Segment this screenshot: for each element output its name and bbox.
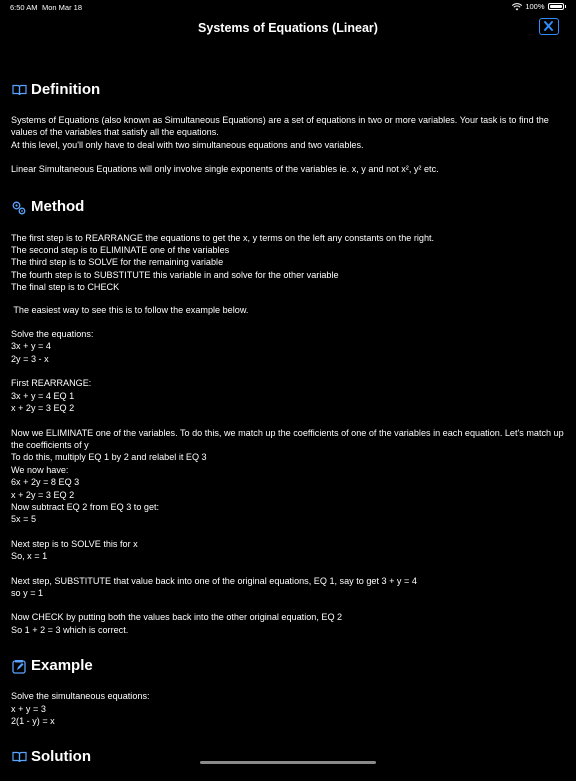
battery-percent: 100% xyxy=(525,2,545,11)
content-scroll[interactable] xyxy=(11,78,567,781)
method-eliminate xyxy=(11,427,567,526)
method-step: The final step is to CHECK xyxy=(11,282,120,293)
method-line: x + 2y = 3 EQ 2 xyxy=(11,403,75,414)
status-date: Mon Mar 18 xyxy=(42,3,83,12)
status-bar xyxy=(0,0,576,14)
method-line: 3x + y = 4 EQ 1 xyxy=(11,390,75,401)
method-solve xyxy=(11,328,567,365)
method-step: The first step is to REARRANGE the equations to get the x, y terms on the left any constants on the right. xyxy=(11,232,435,243)
status-right xyxy=(512,2,566,11)
definition-paragraph-1 xyxy=(11,114,567,151)
example-line: 2(1 - y) = x xyxy=(11,716,55,726)
definition-heading xyxy=(11,78,567,102)
wifi-icon xyxy=(512,3,522,11)
home-indicator[interactable] xyxy=(200,761,376,764)
method-step: The fourth step is to SUBSTITUTE this variable in and solve for the other variable xyxy=(11,269,339,280)
status-time: 6:50 AM xyxy=(10,3,38,12)
example-title: Example xyxy=(31,656,93,674)
method-step: The third step is to SOLVE for the remaining variable xyxy=(11,257,224,268)
close-x-icon xyxy=(540,19,557,33)
method-line: Next step, SUBSTITUTE that value back into one of the original equations, EQ 1, say to get 3 + y = 4 xyxy=(11,575,417,586)
example-body xyxy=(11,690,567,727)
battery-icon xyxy=(548,3,564,10)
method-line: so y = 1 xyxy=(11,587,44,598)
solution-title: Solution xyxy=(31,748,91,766)
method-line: 2y = 3 - x xyxy=(11,353,49,364)
method-line: To do this, multiply EQ 1 by 2 and relabel it EQ 3 xyxy=(11,452,207,463)
method-steps xyxy=(11,232,567,294)
method-title: Method xyxy=(31,198,85,216)
book-icon xyxy=(11,82,27,98)
method-line: Solve the equations: xyxy=(11,329,94,340)
method-line: 6x + 2y = 8 EQ 3 xyxy=(11,477,80,488)
method-rearrange xyxy=(11,377,567,414)
method-line: So 1 + 2 = 3 which is correct. xyxy=(11,624,129,635)
definition-title: Definition xyxy=(31,80,101,98)
page-title: Systems of Equations (Linear) xyxy=(198,21,378,35)
method-line: x + 2y = 3 EQ 2 xyxy=(11,489,75,500)
method-solve-step xyxy=(11,538,567,563)
definition-text: Systems of Equations (also known as Simultaneous Equations) are a set of equations in two or more variables. Your task is to find the values of the variables that satisfy all the equations. xyxy=(11,115,549,138)
method-line: Next step is to SOLVE this for x xyxy=(11,538,138,549)
method-line: So, x = 1 xyxy=(11,551,48,562)
method-line: Now subtract EQ 2 from EQ 3 to get: xyxy=(11,501,160,512)
method-line: We now have: xyxy=(11,464,69,475)
example-heading xyxy=(11,654,567,678)
method-line: 3x + y = 4 xyxy=(11,341,51,352)
book-icon xyxy=(11,749,27,765)
method-step: The second step is to ELIMINATE one of the variables xyxy=(11,245,230,256)
method-line: Now CHECK by putting both the values back into the other original equation, EQ 2 xyxy=(11,612,343,623)
method-heading xyxy=(11,196,567,220)
nav-bar xyxy=(0,14,576,44)
method-line: Now we ELIMINATE one of the variables. To do this, we match up the coefficients of one of the variables in each equation. Let's match up the coefficients of y xyxy=(11,427,564,450)
example-line: Solve the simultaneous equations: xyxy=(11,691,150,702)
edit-square-icon xyxy=(11,658,27,674)
method-substitute xyxy=(11,575,567,600)
definition-text: At this level, you'll only have to deal with two simultaneous equations and two variables. xyxy=(11,139,364,150)
method-line: 5x = 5 xyxy=(11,514,37,525)
battery-cap xyxy=(565,5,567,8)
solution-heading xyxy=(11,745,567,769)
definition-text: Linear Simultaneous Equations will only involve single exponents of the variables ie. x, y and not x², y² etc. xyxy=(11,164,439,175)
gears-icon xyxy=(11,200,27,216)
definition-paragraph-2 xyxy=(11,163,567,175)
method-line: First REARRANGE: xyxy=(11,378,92,389)
example-line: x + y = 3 xyxy=(11,703,46,714)
method-easiest: The easiest way to see this is to follow the example below. xyxy=(11,304,249,315)
method-check xyxy=(11,611,567,636)
close-button[interactable] xyxy=(539,18,559,35)
